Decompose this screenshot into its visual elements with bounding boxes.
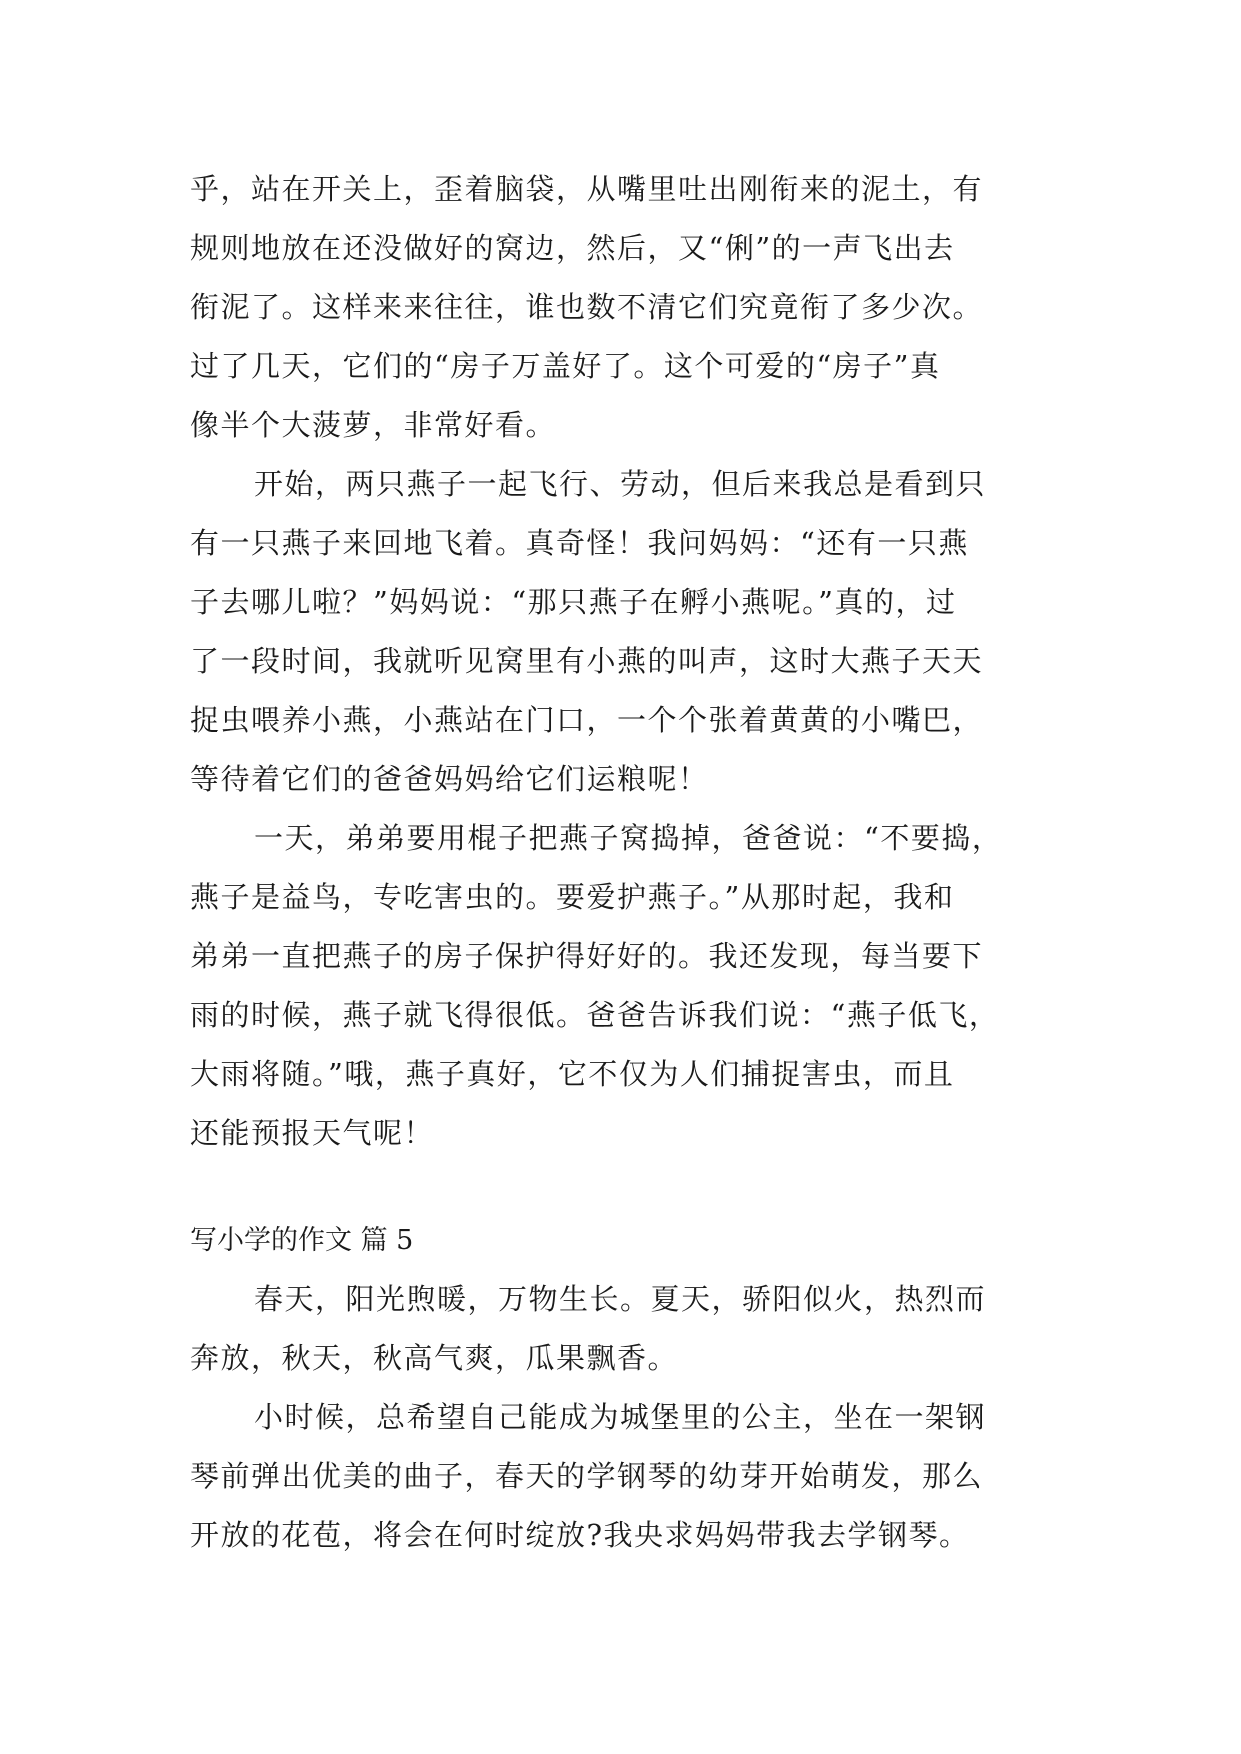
paragraph-continuation — [190, 160, 1070, 455]
text-line: 过了几天，它们的“房子万盖好了。这个可爱的“房子”真 — [190, 349, 941, 383]
text-line: 雨的时候，燕子就飞得很低。爸爸告诉我们说：“燕子低飞， — [190, 998, 1000, 1032]
text-line: 捉虫喂养小燕，小燕站在门口，一个个张着黄黄的小嘴巴， — [190, 703, 984, 737]
text-line: 一天，弟弟要用棍子把燕子窝捣掉，爸爸说：“不要捣， — [254, 821, 1003, 855]
document-page — [190, 160, 1070, 1565]
paragraph-seasons — [190, 1270, 1070, 1388]
text-line: 等待着它们的爸爸妈妈给它们运粮呢！ — [190, 762, 709, 796]
text-line: 弟弟一直把燕子的房子保护得好好的。我还发现，每当要下 — [190, 939, 984, 973]
section-heading: 写小学的作文 篇 5 — [190, 1225, 414, 1256]
paragraph-piano — [190, 1388, 1070, 1565]
text-line: 还能预报天气呢！ — [190, 1116, 435, 1150]
text-line: 衔泥了。这样来来往往，谁也数不清它们究竟衔了多少次。 — [190, 290, 984, 324]
section-spacer — [190, 1163, 1070, 1211]
text-line: 规则地放在还没做好的窝边，然后，又“俐”的一声飞出去 — [190, 231, 955, 265]
text-line: 子去哪儿啦？”妈妈说：“那只燕子在孵小燕呢。”真的，过 — [190, 585, 957, 619]
text-line: 春天，阳光煦暖，万物生长。夏天，骄阳似火，热烈而 — [254, 1282, 987, 1316]
text-line: 大雨将随。”哦，燕子真好，它不仅为人们捕捉害虫，而且 — [190, 1057, 955, 1091]
text-line: 有一只燕子来回地飞着。真奇怪！我问妈妈：“还有一只燕 — [190, 526, 969, 560]
text-line: 像半个大菠萝，非常好看。 — [190, 408, 557, 442]
text-line: 奔放，秋天，秋高气爽，瓜果飘香。 — [190, 1341, 679, 1375]
paragraph-swallow-nest — [190, 455, 1070, 809]
text-line: 乎，站在开关上，歪着脑袋，从嘴里吐出刚衔来的泥土，有 — [190, 172, 984, 206]
text-line: 了一段时间，我就听见窝里有小燕的叫声，这时大燕子天天 — [190, 644, 984, 678]
text-line: 琴前弹出优美的曲子，春天的学钢琴的幼芽开始萌发，那么 — [190, 1459, 984, 1493]
text-line: 燕子是益鸟，专吃害虫的。要爱护燕子。”从那时起，我和 — [190, 880, 955, 914]
text-line: 小时候，总希望自己能成为城堡里的公主，坐在一架钢 — [254, 1400, 987, 1434]
text-line: 开始，两只燕子一起飞行、劳动，但后来我总是看到只 — [254, 467, 987, 501]
paragraph-protect-swallows — [190, 809, 1070, 1163]
text-line: 开放的花苞，将会在何时绽放?我央求妈妈带我去学钢琴。 — [190, 1518, 970, 1552]
